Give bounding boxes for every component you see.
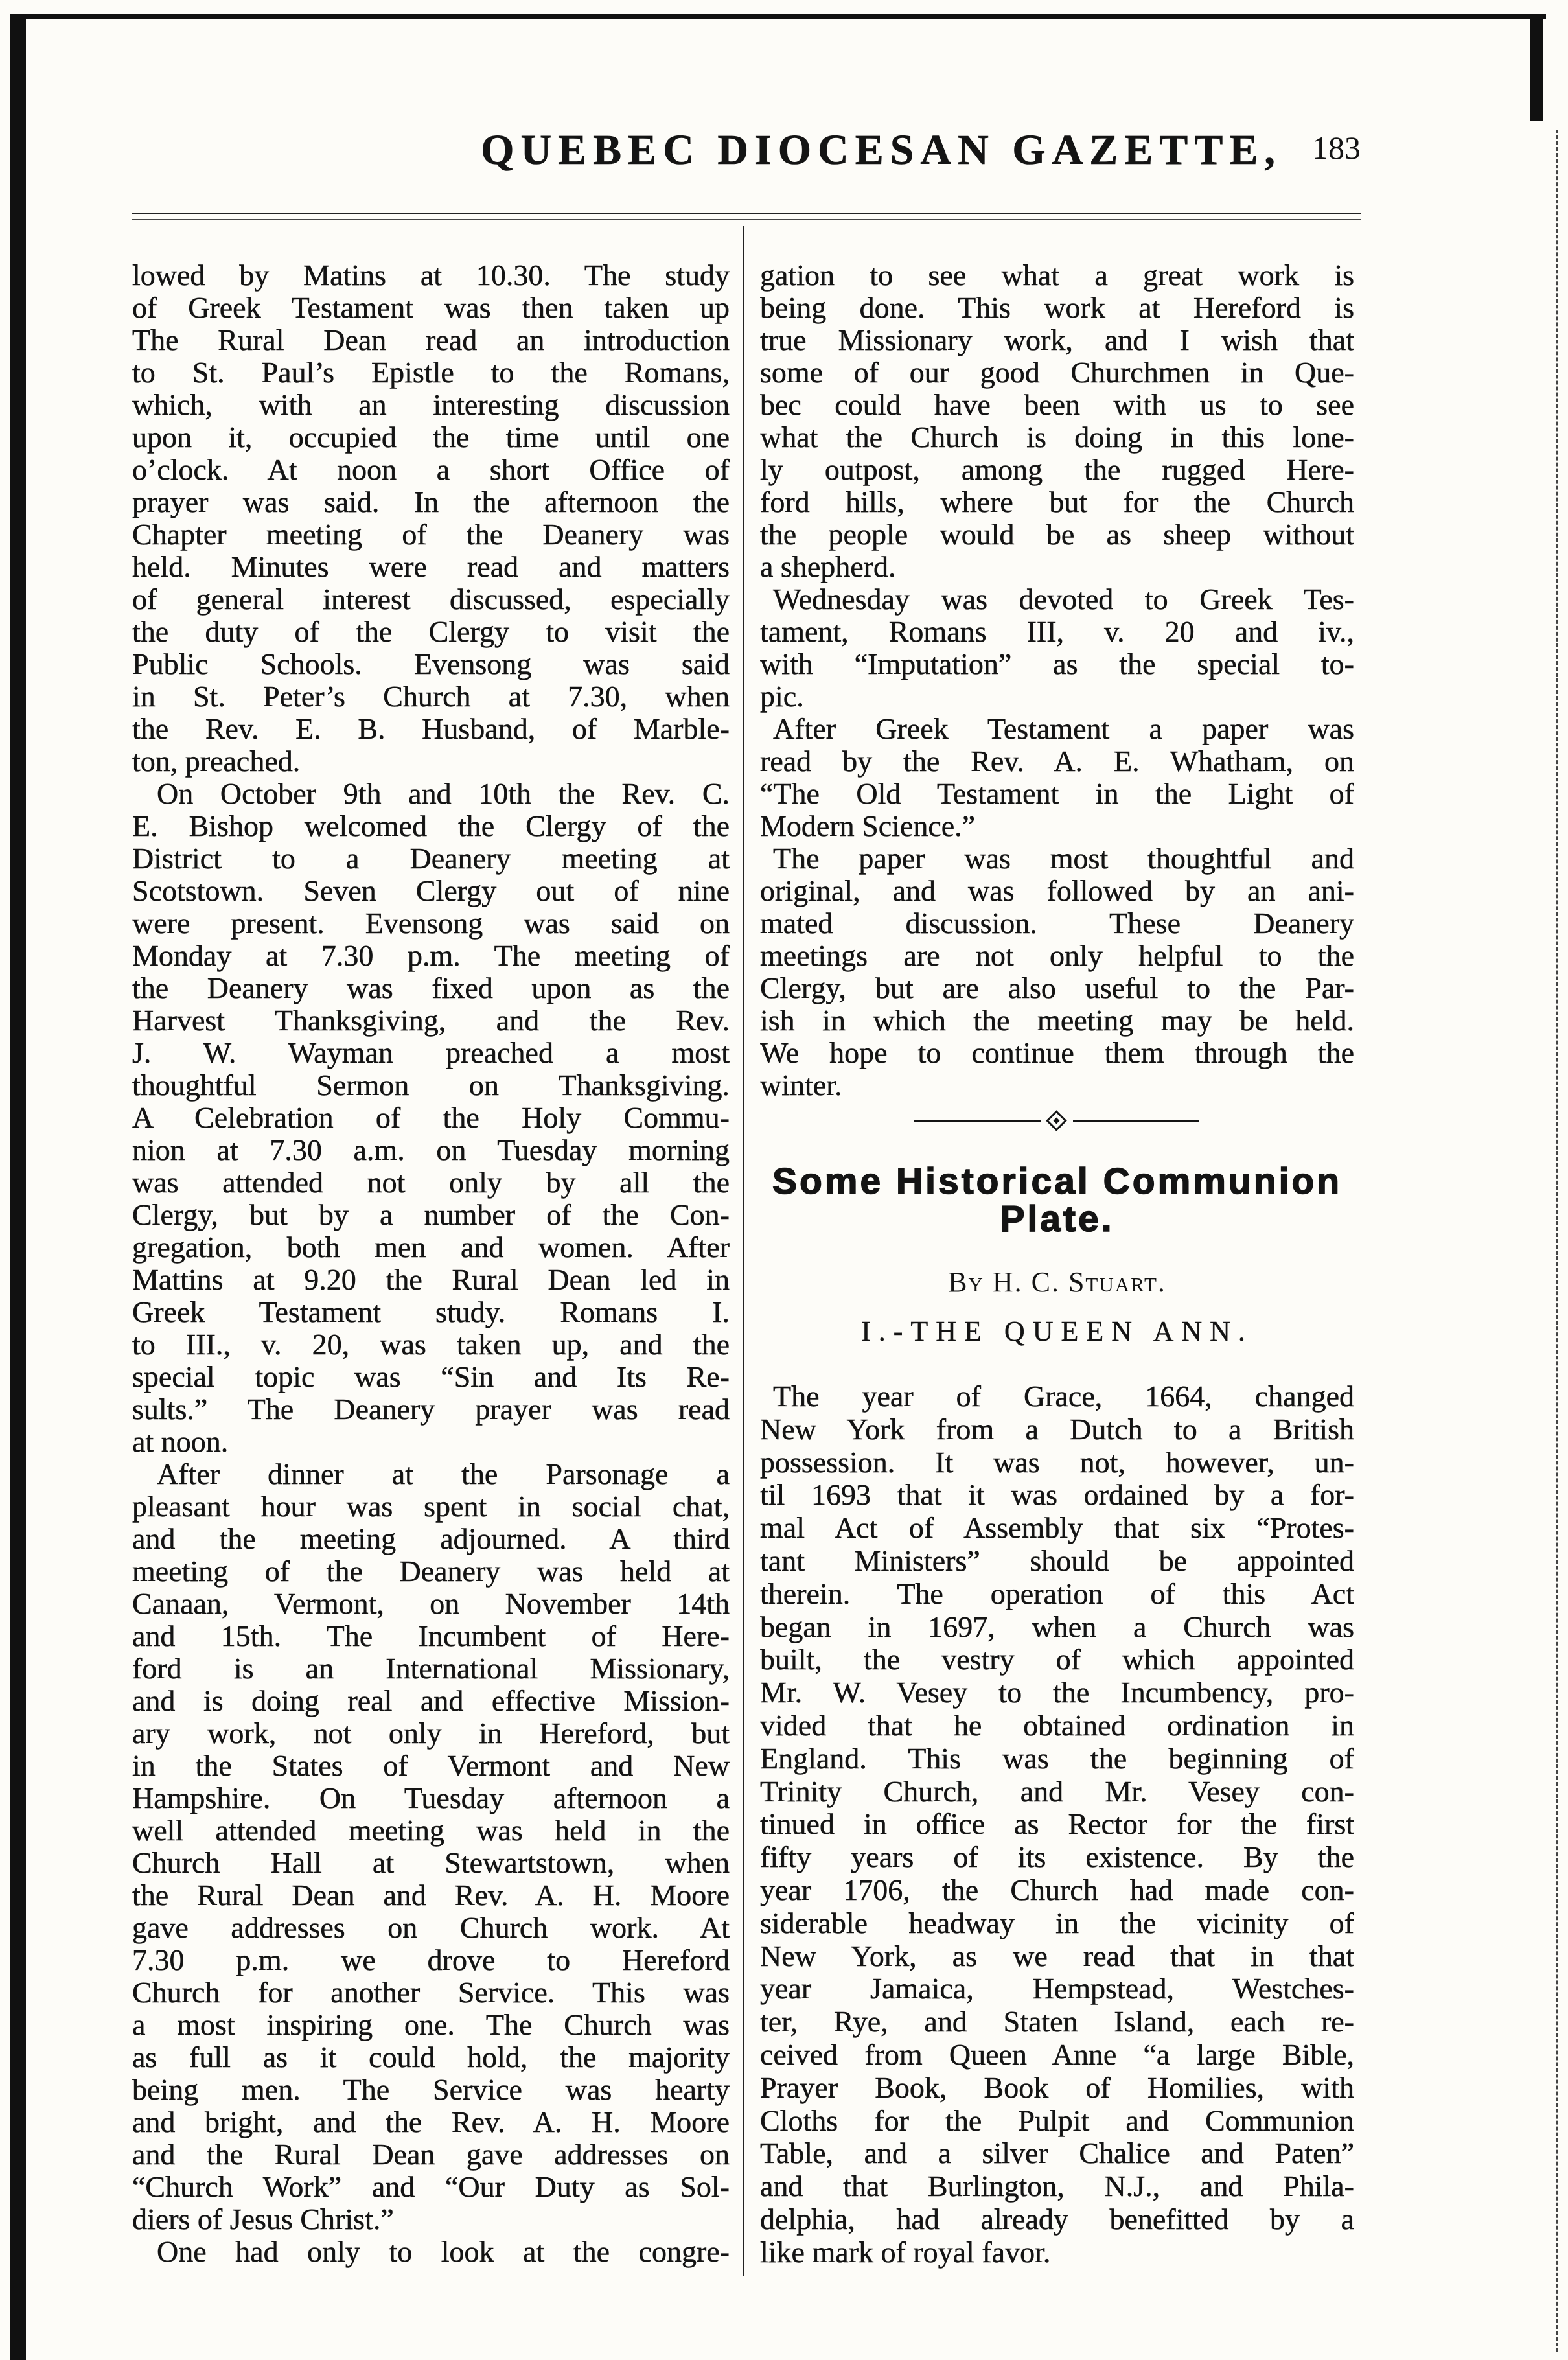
text-line: year 1706, the Church had made con-: [760, 1873, 1354, 1906]
text-line: The year of Grace, 1664, changed: [773, 1380, 1354, 1413]
text-line: J. W. Wayman preached a most: [132, 1037, 730, 1069]
text-line: the Rural Dean and Rev. A. H. Moore: [132, 1879, 730, 1912]
article-title: [760, 1163, 1354, 1238]
page-number: 183: [1312, 130, 1361, 166]
text-line: being men. The Service was hearty: [132, 2074, 730, 2106]
text-line: original, and was followed by an ani-: [760, 875, 1354, 907]
text-line: diers of Jesus Christ.”: [132, 2203, 394, 2236]
header-rule: [132, 219, 1361, 220]
text-line: true Missionary work, and I wish that: [760, 324, 1354, 356]
text-line: The paper was most thoughtful and: [773, 842, 1354, 875]
text-line: Canaan, Vermont, on November 14th: [132, 1588, 730, 1620]
text-line: ary work, not only in Hereford, but: [132, 1717, 730, 1750]
text-line: ford hills, where but for the Church: [760, 486, 1354, 518]
text-line: nion at 7.30 a.m. on Tuesday morning: [132, 1134, 730, 1166]
text-line: what the Church is doing in this lone-: [760, 421, 1354, 454]
text-line: and 15th. The Incumbent of Here-: [132, 1620, 730, 1652]
text-line: thoughtful Sermon on Thanksgiving.: [132, 1069, 730, 1102]
text-line: Greek Testament study. Romans I.: [132, 1296, 730, 1328]
header-rule: [132, 213, 1361, 214]
text-line: fifty years of its existence. By the: [760, 1841, 1354, 1874]
text-line: E. Bishop welcomed the Clergy of the: [132, 810, 730, 842]
text-line: meeting of the Deanery was held at: [132, 1555, 730, 1588]
text-line: a shepherd.: [760, 551, 896, 583]
text-line: Harvest Thanksgiving, and the Rev.: [132, 1004, 730, 1037]
text-line: 7.30 p.m. we drove to Hereford: [132, 1944, 730, 1976]
text-line: delphia, had already benefitted by a: [760, 2203, 1354, 2236]
text-line: After Greek Testament a paper was: [773, 713, 1354, 745]
article-body: [760, 1380, 1354, 2269]
paragraph: [760, 842, 1354, 1102]
text-line: and the meeting adjourned. A third: [132, 1523, 730, 1555]
text-line: some of our good Churchmen in Que-: [760, 356, 1354, 389]
paragraph: [760, 583, 1354, 713]
text-line: the Rev. E. B. Husband, of Marble-: [132, 713, 730, 745]
text-line: of Greek Testament was then taken up: [132, 292, 730, 324]
ornament-rule: [1073, 1120, 1199, 1122]
text-line: pic.: [760, 680, 804, 713]
text-line: New York, as we read that in that: [760, 1939, 1354, 1972]
text-line: the duty of the Clergy to visit the: [132, 616, 730, 648]
paragraph: [132, 2236, 730, 2268]
text-line: ter, Rye, and Staten Island, each re-: [760, 2006, 1354, 2039]
paragraph: [132, 1458, 730, 2236]
text-line: Scotstown. Seven Clergy out of nine: [132, 875, 730, 907]
text-line: Hampshire. On Tuesday afternoon a: [132, 1782, 730, 1814]
text-line: tament, Romans III, v. 20 and iv.,: [760, 616, 1354, 648]
diamond-ornament-icon: [1046, 1110, 1067, 1131]
page-border-right-mark: [1530, 14, 1543, 121]
right-column-continued-report: [760, 259, 1354, 1102]
text-line: prayer was said. In the afternoon the: [132, 486, 730, 518]
column-divider: [743, 226, 744, 2276]
text-line: gregation, both men and women. After: [132, 1231, 730, 1264]
text-line: New York from a Dutch to a British: [760, 1413, 1354, 1446]
text-line: at noon.: [132, 1426, 229, 1458]
text-line: District to a Deanery meeting at: [132, 842, 730, 875]
text-line: Wednesday was devoted to Greek Tes-: [773, 583, 1354, 616]
text-line: siderable headway in the vicinity of: [760, 1906, 1354, 1939]
text-line: pleasant hour was spent in social chat,: [132, 1490, 730, 1523]
article-section-heading: I.-THE QUEEN ANN.: [861, 1315, 1253, 1347]
text-line: Monday at 7.30 p.m. The meeting of: [132, 940, 730, 972]
text-line: On October 9th and 10th the Rev. C.: [157, 778, 730, 810]
text-line: A Celebration of the Holy Commu-: [132, 1102, 730, 1134]
text-line: England. This was the beginning of: [760, 1742, 1354, 1775]
text-line: was attended not only by all the: [132, 1166, 730, 1199]
page-border-top: [10, 14, 1546, 19]
text-line: “The Old Testament in the Light of: [760, 778, 1354, 810]
text-line: ly outpost, among the rugged Here-: [760, 454, 1354, 486]
text-line: therein. The operation of this Act: [760, 1577, 1354, 1610]
text-line: We hope to continue them through the: [760, 1037, 1354, 1069]
text-line: meetings are not only helpful to the: [760, 940, 1354, 972]
text-line: One had only to look at the congre-: [157, 2236, 730, 2268]
text-line: a most inspiring one. The Church was: [132, 2009, 730, 2041]
text-line: Church Hall at Stewartstown, when: [132, 1847, 730, 1879]
text-line: ton, preached.: [132, 745, 301, 778]
paragraph: [760, 259, 1354, 583]
text-line: winter.: [760, 1069, 842, 1102]
text-line: Public Schools. Evensong was said: [132, 648, 730, 680]
text-line: mated discussion. These Deanery: [760, 907, 1354, 940]
text-line: mal Act of Assembly that six “Protes-: [760, 1512, 1354, 1545]
ornament-rule: [914, 1120, 1041, 1122]
text-line: year Jamaica, Hempstead, Westches-: [760, 1972, 1354, 2006]
text-line: Modern Science.”: [760, 810, 976, 842]
text-line: of general interest discussed, especially: [132, 583, 730, 616]
text-line: with “Imputation” as the special to-: [760, 648, 1354, 680]
left-column: [132, 259, 730, 2268]
text-line: o’clock. At noon a short Office of: [132, 454, 730, 486]
paragraph: [760, 1380, 1354, 2269]
text-line: in the States of Vermont and New: [132, 1750, 730, 1782]
text-line: and that Burlington, N.J., and Phila-: [760, 2170, 1354, 2203]
text-line: and the Rural Dean gave addresses on: [132, 2138, 730, 2171]
text-line: upon it, occupied the time until one: [132, 421, 730, 454]
text-line: the people would be as sheep without: [760, 518, 1354, 551]
text-line: possession. It was not, however, un-: [760, 1446, 1354, 1479]
text-line: bec could have been with us to see: [760, 389, 1354, 421]
text-line: were present. Evensong was said on: [132, 907, 730, 940]
text-line: Clergy, but by a number of the Con-: [132, 1199, 730, 1231]
text-line: Cloths for the Pulpit and Communion: [760, 2104, 1354, 2137]
gazette-title: QUEBEC DIOCESAN GAZETTE,: [481, 126, 1282, 174]
paragraph: [132, 259, 730, 778]
text-line: sults.” The Deanery prayer was read: [132, 1393, 730, 1426]
text-line: gave addresses on Church work. At: [132, 1912, 730, 1944]
text-line: tinued in office as Rector for the first: [760, 1808, 1354, 1841]
text-line: to III., v. 20, was taken up, and the: [132, 1328, 730, 1361]
text-line: After dinner at the Parsonage a: [157, 1458, 730, 1490]
text-line: Mattins at 9.20 the Rural Dean led in: [132, 1264, 730, 1296]
text-line: well attended meeting was held in the: [132, 1814, 730, 1847]
text-line: special topic was “Sin and Its Re-: [132, 1361, 730, 1393]
text-line: in St. Peter’s Church at 7.30, when: [132, 680, 730, 713]
text-line: held. Minutes were read and matters: [132, 551, 730, 583]
article-title-line: Some Historical Communion: [772, 1161, 1343, 1202]
text-line: began in 1697, when a Church was: [760, 1610, 1354, 1643]
text-line: Chapter meeting of the Deanery was: [132, 518, 730, 551]
text-line: Trinity Church, and Mr. Vesey con-: [760, 1775, 1354, 1808]
text-line: The Rural Dean read an introduction: [132, 324, 730, 356]
text-line: gation to see what a great work is: [760, 259, 1354, 292]
text-line: Table, and a silver Chalice and Paten”: [760, 2137, 1354, 2170]
text-line: til 1693 that it was ordained by a for-: [760, 1479, 1354, 1512]
text-line: and bright, and the Rev. A. H. Moore: [132, 2106, 730, 2138]
text-line: which, with an interesting discussion: [132, 389, 730, 421]
text-line: lowed by Matins at 10.30. The study: [132, 259, 730, 292]
text-line: ceived from Queen Anne “a large Bible,: [760, 2038, 1354, 2071]
text-line: and is doing real and effective Mission-: [132, 1685, 730, 1717]
text-line: Church for another Service. This was: [132, 1976, 730, 2009]
text-line: as full as it could hold, the majority: [132, 2041, 730, 2074]
text-line: to St. Paul’s Epistle to the Romans,: [132, 356, 730, 389]
article-byline: By H. C. Stuart.: [948, 1266, 1166, 1298]
text-line: Clergy, but are also useful to the Par-: [760, 972, 1354, 1004]
article-title-line: Plate.: [1000, 1198, 1114, 1240]
text-line: “Church Work” and “Our Duty as Sol-: [132, 2171, 730, 2203]
text-line: like mark of royal favor.: [760, 2236, 1051, 2269]
text-line: Prayer Book, Book of Homilies, with: [760, 2071, 1354, 2104]
paragraph: [760, 713, 1354, 842]
paragraph: [132, 778, 730, 1458]
page-border-left: [10, 14, 26, 2360]
page-border-right-dashed: [1556, 130, 1558, 2352]
text-line: built, the vestry of which appointed: [760, 1643, 1354, 1676]
text-line: read by the Rev. A. E. Whatham, on: [760, 745, 1354, 778]
text-line: the Deanery was fixed upon as the: [132, 972, 730, 1004]
text-line: Mr. W. Vesey to the Incumbency, pro-: [760, 1676, 1354, 1709]
text-line: ish in which the meeting may be held.: [760, 1004, 1354, 1037]
text-line: ford is an International Missionary,: [132, 1652, 730, 1685]
text-line: tant Ministers” should be appointed: [760, 1544, 1354, 1577]
text-line: being done. This work at Hereford is: [760, 292, 1354, 324]
ornament-divider: [914, 1113, 1199, 1129]
text-line: vided that he obtained ordination in: [760, 1709, 1354, 1742]
